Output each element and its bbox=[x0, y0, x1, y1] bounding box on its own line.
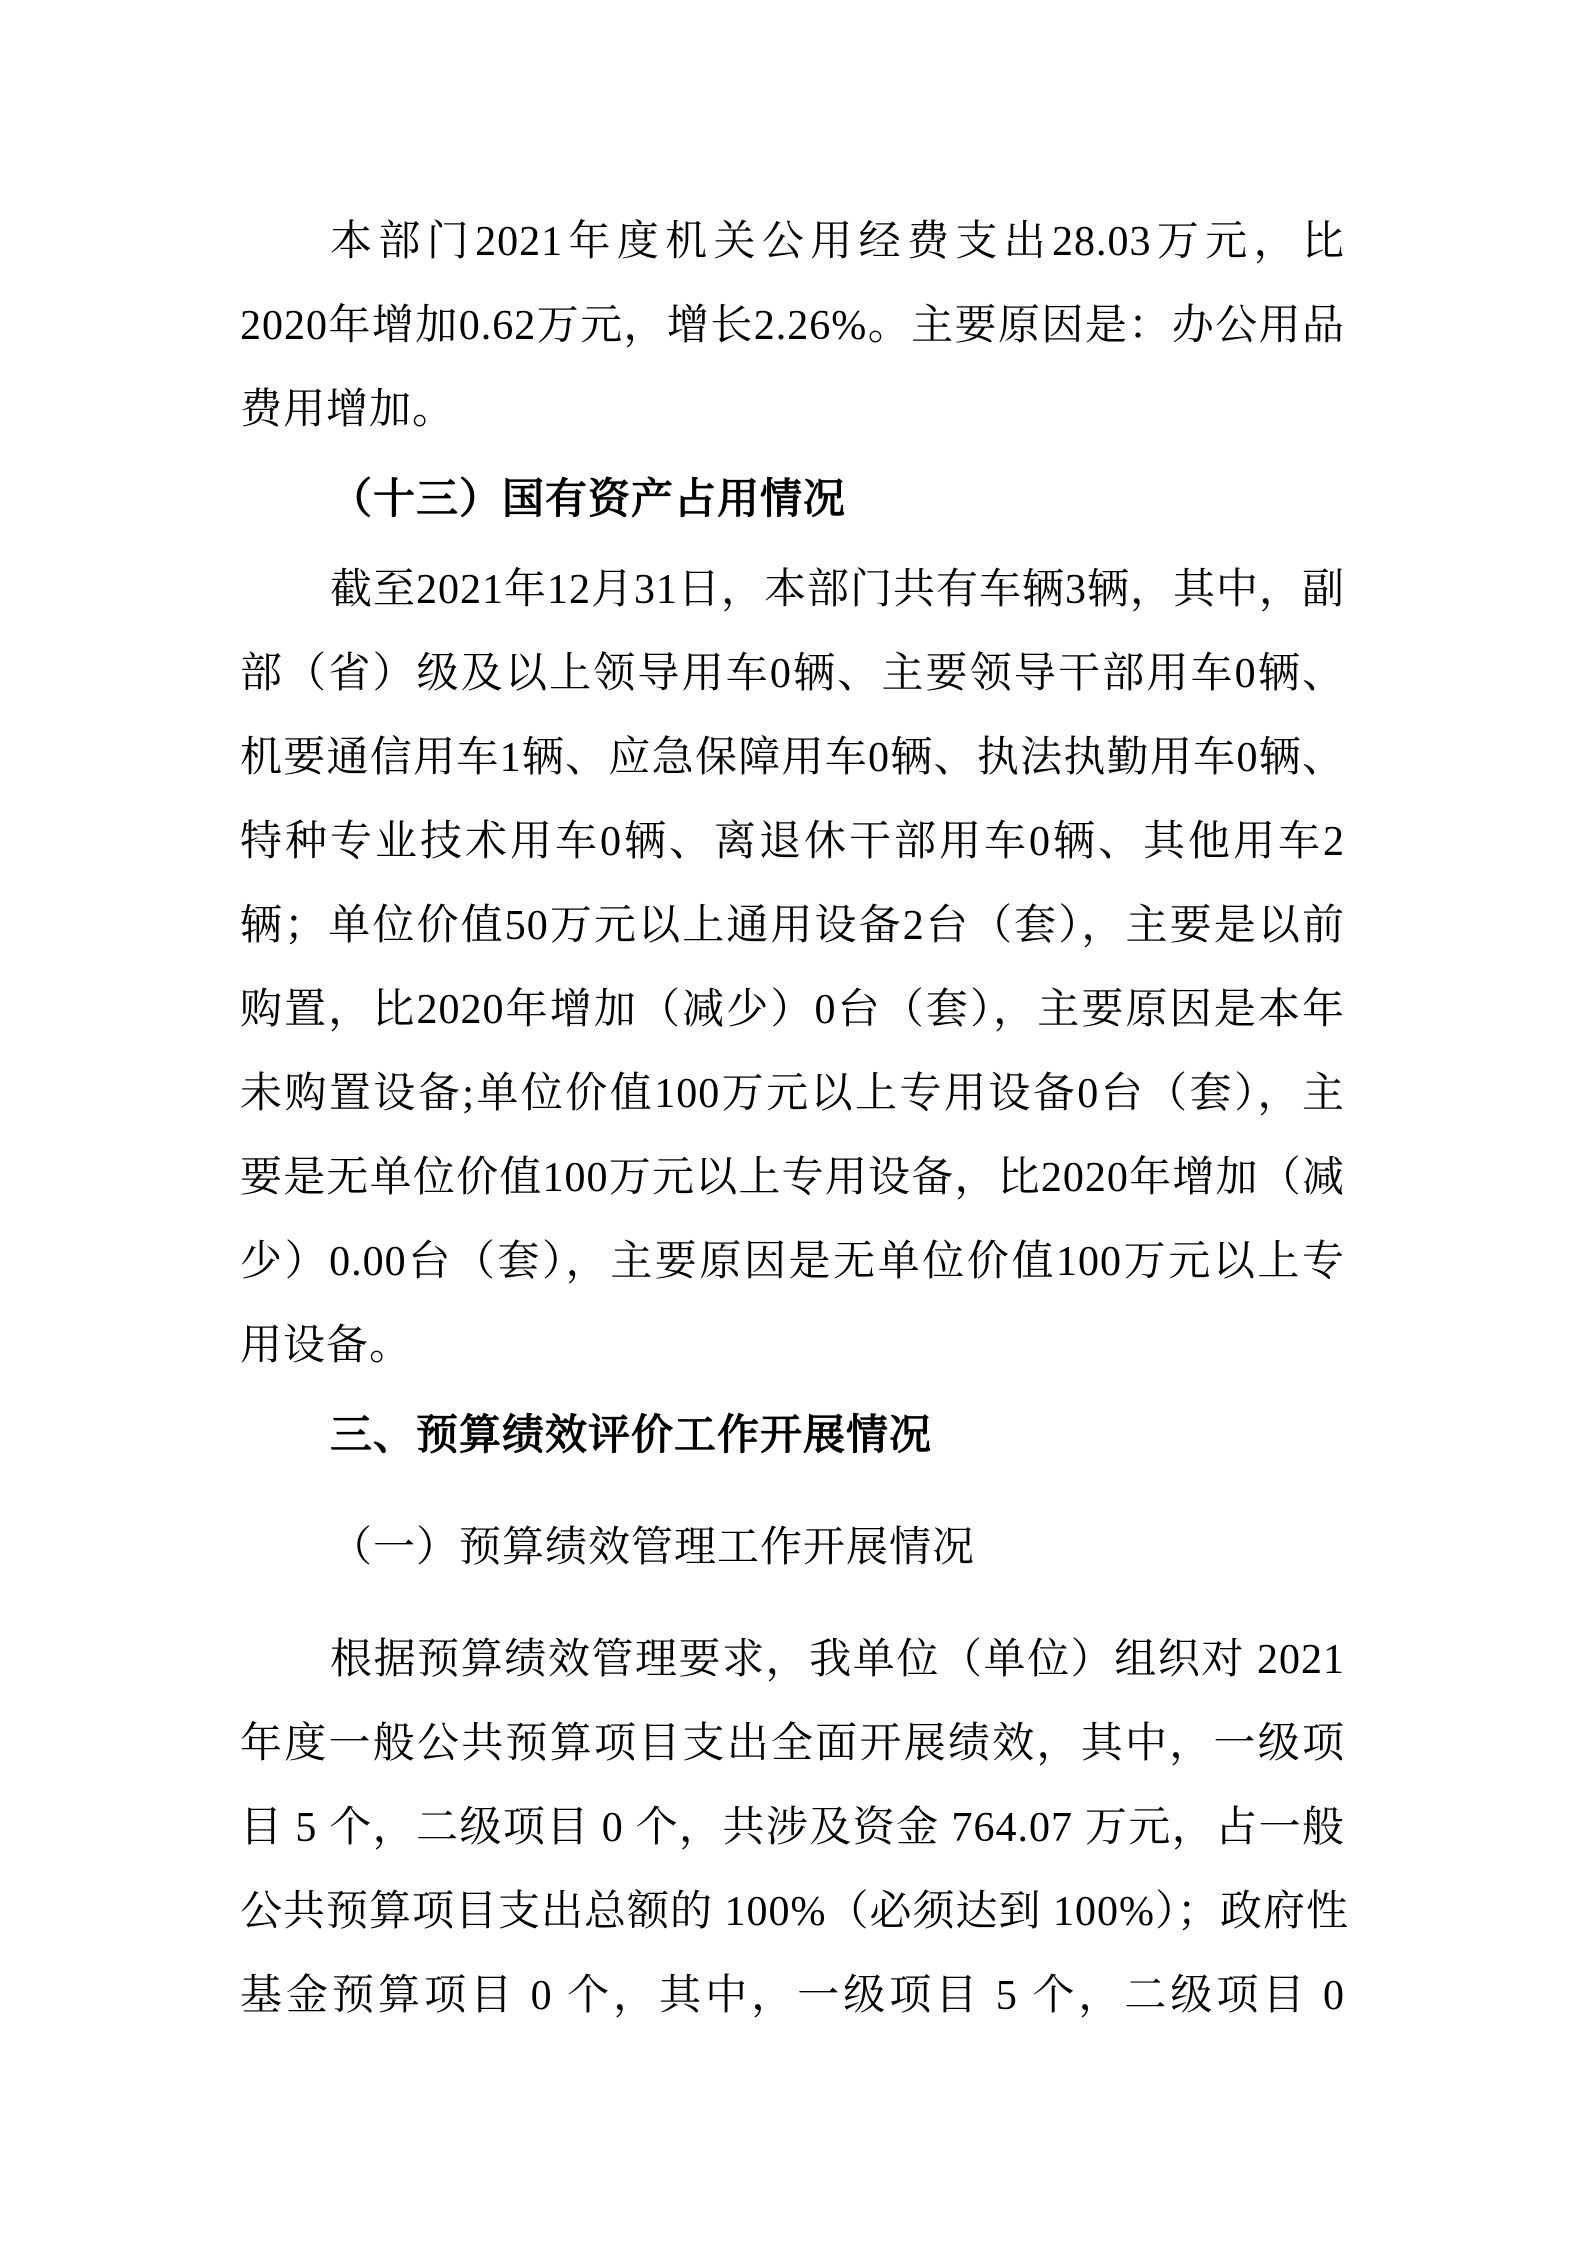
section-heading-3: 三、预算绩效评价工作开展情况 bbox=[330, 1413, 933, 1459]
paragraph-line: 2020年增加0.62万元，增长2.26%。主要原因是：办公用品 bbox=[240, 303, 1345, 349]
paragraph-line: 基金预算项目 0 个，其中，一级项目 5 个，二级项目 0 bbox=[240, 1973, 1345, 2019]
paragraph-line: 少）0.00台（套），主要原因是无单位价值100万元以上专 bbox=[240, 1239, 1345, 1285]
paragraph-line: 截至2021年12月31日，本部门共有车辆3辆，其中，副 bbox=[330, 567, 1346, 613]
paragraph-line: 购置，比2020年增加（减少）0台（套），主要原因是本年 bbox=[240, 987, 1345, 1033]
paragraph-line: 年度一般公共预算项目支出全面开展绩效，其中，一级项 bbox=[240, 1721, 1345, 1767]
subsection-heading-1: （一）预算绩效管理工作开展情况 bbox=[330, 1525, 976, 1571]
section-heading-13: （十三）国有资产占用情况 bbox=[330, 477, 847, 523]
paragraph-line: 根据预算绩效管理要求，我单位（单位）组织对 2021 bbox=[330, 1637, 1345, 1683]
paragraph-line: 费用增加。 bbox=[240, 387, 456, 433]
paragraph-line: 特种专业技术用车0辆、离退休干部用车0辆、其他用车2 bbox=[240, 819, 1345, 865]
paragraph-line: 公共预算项目支出总额的 100%（必须达到 100%）；政府性 bbox=[240, 1889, 1349, 1935]
paragraph-line: 辆；单位价值50万元以上通用设备2台（套），主要是以前 bbox=[240, 903, 1345, 949]
document-text-block bbox=[240, 200, 1349, 2038]
paragraph-line: 要是无单位价值100万元以上专用设备，比2020年增加（减 bbox=[240, 1155, 1345, 1201]
paragraph-line: 未购置设备;单位价值100万元以上专用设备0台（套），主 bbox=[240, 1071, 1345, 1117]
paragraph-line: 机要通信用车1辆、应急保障用车0辆、执法执勤用车0辆、 bbox=[240, 735, 1345, 781]
paragraph-line: 本部门2021年度机关公用经费支出28.03万元，比 bbox=[330, 219, 1345, 265]
paragraph-line: 目 5 个，二级项目 0 个，共涉及资金 764.07 万元，占一般 bbox=[240, 1805, 1345, 1851]
paragraph-line: 用设备。 bbox=[240, 1323, 413, 1369]
paragraph-line: 部（省）级及以上领导用车0辆、主要领导干部用车0辆、 bbox=[240, 651, 1345, 697]
